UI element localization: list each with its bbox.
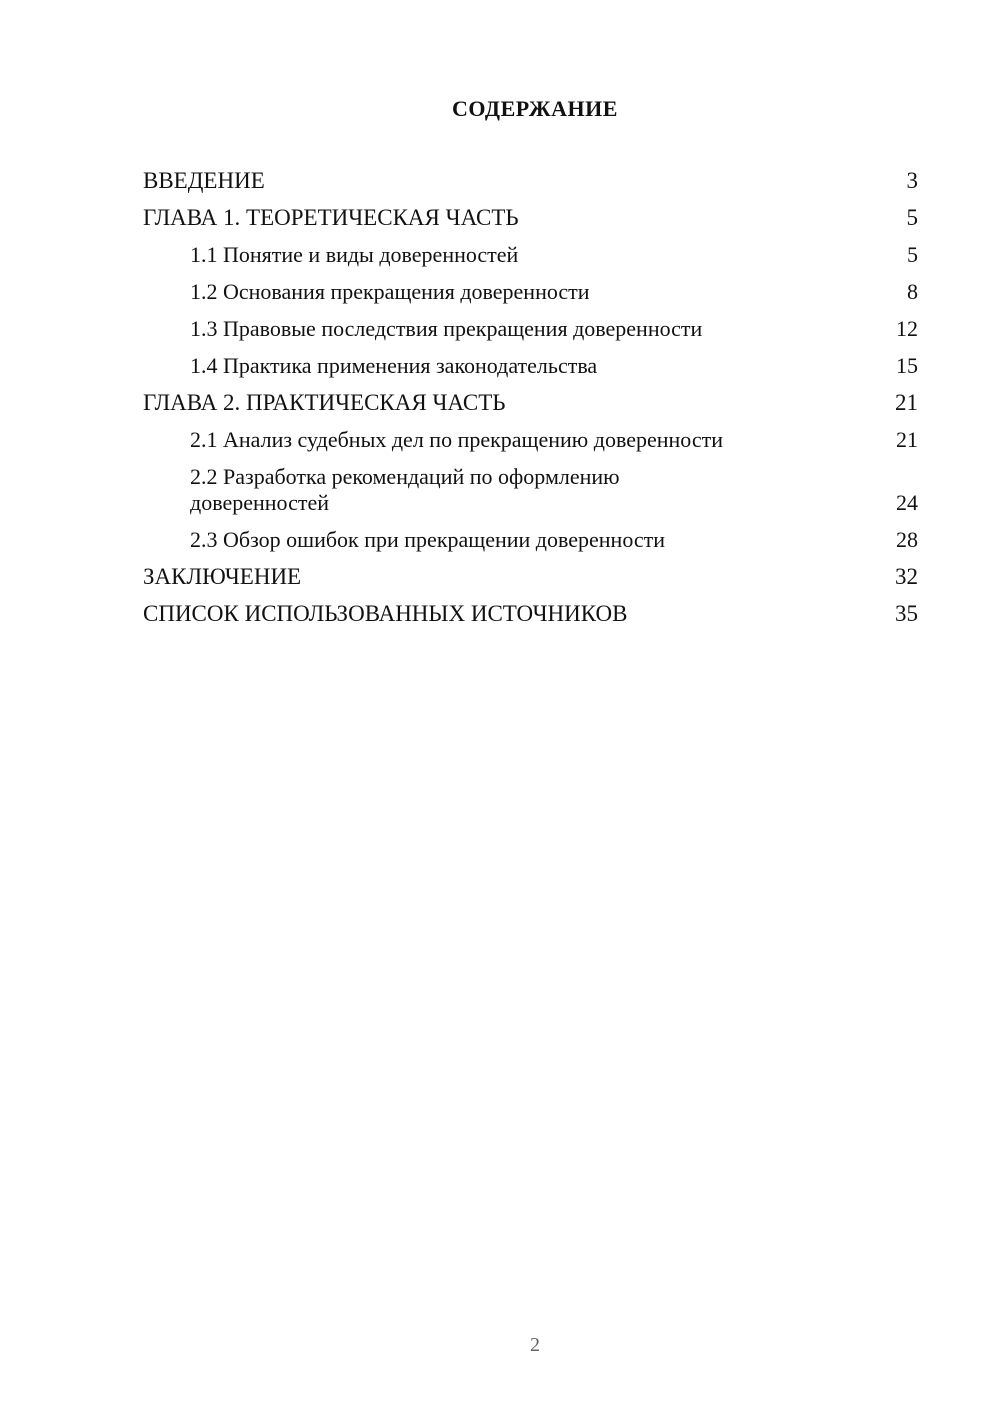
toc-entry-page: 21 [895,390,918,415]
toc-entry [143,564,918,590]
toc-entry-page: 35 [895,601,918,626]
toc-entry [143,168,918,194]
toc-entry [143,353,918,379]
toc-entry-label: 2.3 Обзор ошибок при прекращении доверенности [190,527,666,552]
toc-entry [143,205,918,231]
toc-entry-page: 32 [895,564,918,589]
table-of-contents [143,168,918,627]
toc-entry-page: 24 [896,490,918,515]
toc-entry [143,390,918,416]
toc-entry-label: ГЛАВА 2. ПРАКТИЧЕСКАЯ ЧАСТЬ [143,390,506,415]
toc-entry [143,316,918,342]
toc-entry [143,527,918,553]
toc-entry-page: 5 [907,242,918,267]
toc-entry [143,601,918,627]
toc-entry-page: 15 [896,353,918,378]
toc-entry-page: 12 [896,316,918,341]
toc-entry-label: ГЛАВА 1. ТЕОРЕТИЧЕСКАЯ ЧАСТЬ [143,205,519,230]
toc-entry [143,279,918,305]
toc-entry-label: ВВЕДЕНИЕ [143,168,265,193]
toc-title: СОДЕРЖАНИЕ [452,96,618,121]
toc-entry-page: 5 [906,205,918,230]
toc-entry-page: 28 [896,527,918,552]
toc-entry [143,242,918,268]
toc-entry-label: 1.1 Понятие и виды доверенностей [190,242,519,267]
toc-entry-label: 1.3 Правовые последствия прекращения доверенности [190,316,703,341]
toc-entry-page: 3 [906,168,918,193]
toc-entry-label: ЗАКЛЮЧЕНИЕ [143,564,302,589]
toc-entry-label: 1.4 Практика применения законодательства [190,353,598,378]
toc-entry-label: 2.2 Разработка рекомендаций по оформлению доверенностей [190,464,620,515]
toc-entry [143,427,918,453]
toc-entry-label: 2.1 Анализ судебных дел по прекращению доверенности [190,427,723,452]
toc-entry-label: СПИСОК ИСПОЛЬЗОВАННЫХ ИСТОЧНИКОВ [143,601,628,626]
page-number: 2 [530,1334,540,1356]
toc-entry [143,464,918,516]
toc-entry-label: 1.2 Основания прекращения доверенности [190,279,590,304]
toc-entry-page: 21 [896,427,918,452]
toc-entry-page: 8 [907,279,918,304]
